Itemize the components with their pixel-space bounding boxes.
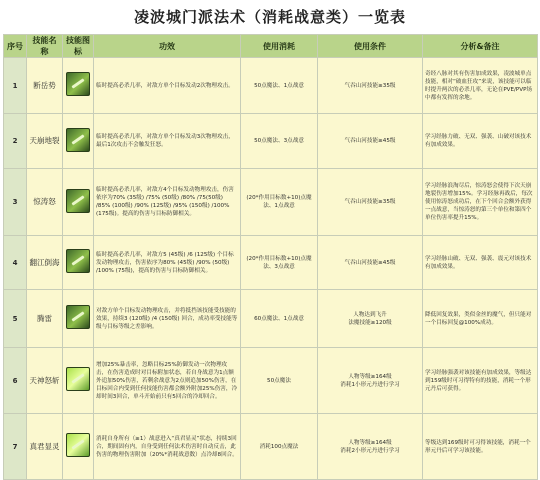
skill-cost: 50点魔法、1点战意	[241, 58, 318, 114]
row-num: 6	[4, 348, 27, 414]
skill-icon	[66, 305, 90, 329]
header-name: 技能名称	[27, 35, 63, 58]
page-title: 凌波城门派法术（消耗战意类）一览表	[133, 8, 406, 26]
skill-cost: 50点魔法、3点战意	[241, 114, 318, 169]
skill-name: 腾雷	[27, 290, 63, 348]
skill-icon	[66, 189, 90, 213]
table-row	[4, 114, 538, 169]
skill-cost: 消耗100点魔法	[241, 414, 318, 480]
skill-effect: 增加25%暴击率，忽略目标25%防御发动一次物理攻击，在伤害造成时对目标附加状态，若自身战意为1点额外追加50%伤害，若剩余战意为2点则追加50%伤害，在目标回合内受到任何技能伤害都会额外附加25%伤害，冷却时间3回合，单斗开始前只有5回合的冷却回合。	[94, 348, 241, 414]
skill-condition: 气吞山河技能≥45级	[318, 114, 423, 169]
skill-icon-cell	[63, 169, 94, 236]
header-cond: 使用条件	[318, 35, 423, 58]
skill-name: 真君显灵	[27, 414, 63, 480]
skill-effect: 对敌方单个目标发动物理攻击，并将抵挡该技能受技能的效果，持续3 (120级) /4 (150级) 回合，成功率受技能等级与目标等级之差影响。	[94, 290, 241, 348]
skill-name: 天神怒斩	[27, 348, 63, 414]
skill-effect: 临时提高必杀几率，对敌方4个目标发动物理攻击，伤害依序为70% (35级) /75% (50级) /80% /75(50级) /85% (100级) /90% (125级) /95% (150级) /100% (175级)。提高的伤害与目标防御相关。	[94, 169, 241, 236]
skill-effect: 临时提高必杀几率，对敌方单个目标发动2次物理攻击。	[94, 58, 241, 114]
table-row	[4, 414, 538, 480]
skill-name: 惊涛怒	[27, 169, 63, 236]
header-analysis: 分析&备注	[423, 35, 538, 58]
skill-icon	[66, 128, 90, 152]
skill-name: 翻江倒海	[27, 236, 63, 290]
skill-cost: 50点魔法	[241, 348, 318, 414]
skill-analysis: 奇经八脉对其有伤害加成效果，凌波城单点技能，相对“破血狂攻”来说，该技能可以临时提升两次的必杀几率，无论在PVE/PVP场中都有发挥的余地。	[423, 58, 538, 114]
skill-icon	[66, 367, 90, 391]
skill-effect: 消耗自身所有（≥1）战意进入“真君显灵”状态，持续3回合，期间固有内，自身受到任何法术伤害时自动反击，此伤害的物理伤害附加（20%*消耗战意数）点冷却8回合。	[94, 414, 241, 480]
skill-name: 天崩地裂	[27, 114, 63, 169]
skill-condition: 气吞山河技能≥35级	[318, 169, 423, 236]
table-row	[4, 236, 538, 290]
skill-icon-cell	[63, 290, 94, 348]
table-row	[4, 58, 538, 114]
skill-cost: (20*作用目标数+10)点魔法、1点战意	[241, 169, 318, 236]
skill-icon	[66, 72, 90, 96]
skill-condition: 人物达到飞升 法魔技能≥120级	[318, 290, 423, 348]
skill-cost: (20*作用目标数+10)点魔法、3点战意	[241, 236, 318, 290]
skill-analysis: 学习经脉山破、无双、强袭、震元对该技术有加成效果。	[423, 236, 538, 290]
header-effect: 功效	[94, 35, 241, 58]
header-icon: 技能图标	[63, 35, 94, 58]
skill-analysis: 学习经脉强袭对该技能有加成效果，等级达到159级时可习得特有的技能，消耗一个形元丹后可获得。	[423, 348, 538, 414]
skills-table	[3, 34, 538, 480]
skill-effect: 临时提高必杀几率，对敌方单个目标发动3次物理攻击，最后1次攻击不会触发狂怒。	[94, 114, 241, 169]
skill-analysis: 学习经脉浪淘尽后，惊涛怒会使得下次天崩地裂伤害增加15%。学习经脉再战后，每次使用惊涛怒成功后，在下个回合会额外获得一点战意，当惊涛怒的第三个单位和第四个单位伤害率提升15%。	[423, 169, 538, 236]
row-num: 1	[4, 58, 27, 114]
skill-icon-cell	[63, 236, 94, 290]
header-num: 序号	[4, 35, 27, 58]
header-cost: 使用消耗	[241, 35, 318, 58]
skill-icon-cell	[63, 414, 94, 480]
row-num: 7	[4, 414, 27, 480]
row-num: 5	[4, 290, 27, 348]
skill-condition: 气吞山河技能≥35级	[318, 58, 423, 114]
table-header-row	[4, 35, 538, 58]
skill-icon-cell	[63, 58, 94, 114]
table-row	[4, 290, 538, 348]
skill-condition: 人物等级≥164级 消耗2小形元丹进行学习	[318, 414, 423, 480]
skill-icon	[66, 249, 90, 273]
skill-effect: 临时提高必杀几率，对敌方5 (45级) /6 (125级) 个目标发动物理攻击，伤害依序为80% (45级) /90% (50级) /100% (75级)，提高的伤害与目标防御相关。	[94, 236, 241, 290]
skill-condition: 人物等级≥164级 消耗1小形元丹进行学习	[318, 348, 423, 414]
row-num: 4	[4, 236, 27, 290]
skill-cost: 60点魔法、1点战意	[241, 290, 318, 348]
table-row	[4, 348, 538, 414]
skill-icon	[66, 433, 90, 457]
skill-name: 断岳势	[27, 58, 63, 114]
skill-condition: 气吞山河技能≥45级	[318, 236, 423, 290]
row-num: 3	[4, 169, 27, 236]
skill-analysis: 等级达到169级时可习得该技能，消耗一个形元丹后可学习该技能。	[423, 414, 538, 480]
skill-icon-cell	[63, 348, 94, 414]
skill-analysis: 降低回复效果，类似金丝的魔气，但只能对一个目标回复@100%成功。	[423, 290, 538, 348]
skill-analysis: 学习经脉力破、无双、强袭、山破对该技术有加成效果。	[423, 114, 538, 169]
table-row	[4, 169, 538, 236]
skill-icon-cell	[63, 114, 94, 169]
row-num: 2	[4, 114, 27, 169]
